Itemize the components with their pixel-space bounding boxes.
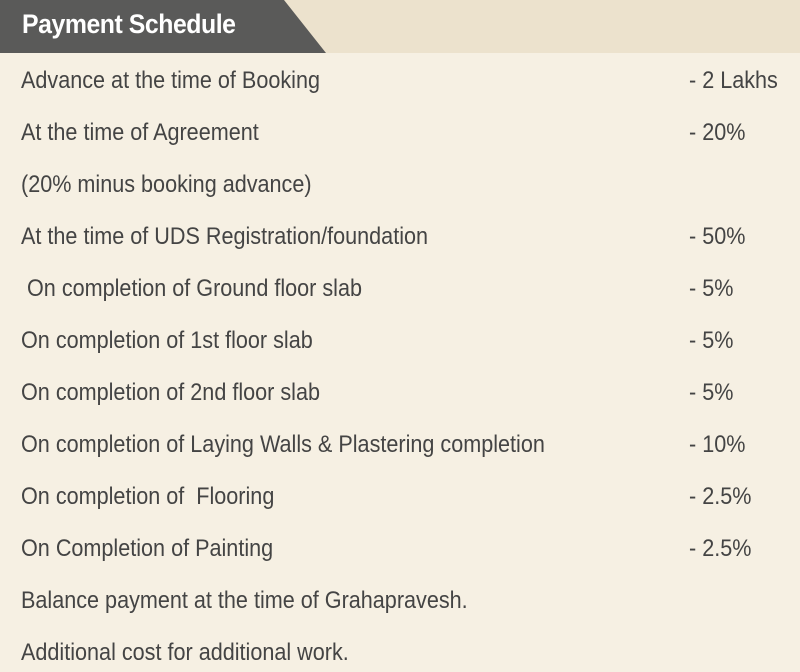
schedule-row-painting bbox=[0, 523, 800, 575]
page-title: Payment Schedule bbox=[22, 9, 236, 39]
row-label: On completion of 2nd floor slab bbox=[21, 379, 320, 406]
row-label: Balance payment at the time of Grahapravesh. bbox=[21, 587, 468, 614]
row-label: At the time of UDS Registration/foundation bbox=[21, 223, 429, 250]
row-value: - 5% bbox=[689, 379, 734, 406]
row-value: - 2.5% bbox=[689, 535, 752, 562]
row-value: - 20% bbox=[689, 119, 746, 146]
row-label: On Completion of Painting bbox=[21, 535, 274, 562]
row-label: Additional cost for additional work. bbox=[21, 639, 349, 666]
row-label: On completion of Laying Walls & Plastering completion bbox=[21, 431, 545, 458]
schedule-row-ground-floor bbox=[0, 263, 800, 315]
schedule-row-agreement-note bbox=[0, 159, 800, 211]
row-value: - 10% bbox=[689, 431, 746, 458]
row-label: At the time of Agreement bbox=[21, 119, 259, 146]
schedule-row-first-floor bbox=[0, 315, 800, 367]
schedule-list bbox=[0, 55, 800, 672]
row-label: On completion of Flooring bbox=[21, 483, 275, 510]
schedule-row-agreement bbox=[0, 107, 800, 159]
schedule-row-walls-plastering bbox=[0, 419, 800, 471]
row-label: (20% minus booking advance) bbox=[21, 171, 312, 198]
schedule-row-additional-cost bbox=[0, 627, 800, 672]
row-label: On completion of Ground floor slab bbox=[21, 275, 362, 302]
row-label: On completion of 1st floor slab bbox=[21, 327, 313, 354]
schedule-row-flooring bbox=[0, 471, 800, 523]
row-label: Advance at the time of Booking bbox=[21, 67, 320, 94]
row-value: - 50% bbox=[689, 223, 746, 250]
row-value: - 5% bbox=[689, 327, 734, 354]
schedule-row-balance bbox=[0, 575, 800, 627]
schedule-row-uds-registration bbox=[0, 211, 800, 263]
row-value: - 2.5% bbox=[689, 483, 752, 510]
row-value: - 5% bbox=[689, 275, 734, 302]
row-value: - 2 Lakhs bbox=[689, 67, 778, 94]
schedule-row-booking bbox=[0, 55, 800, 107]
schedule-row-second-floor bbox=[0, 367, 800, 419]
